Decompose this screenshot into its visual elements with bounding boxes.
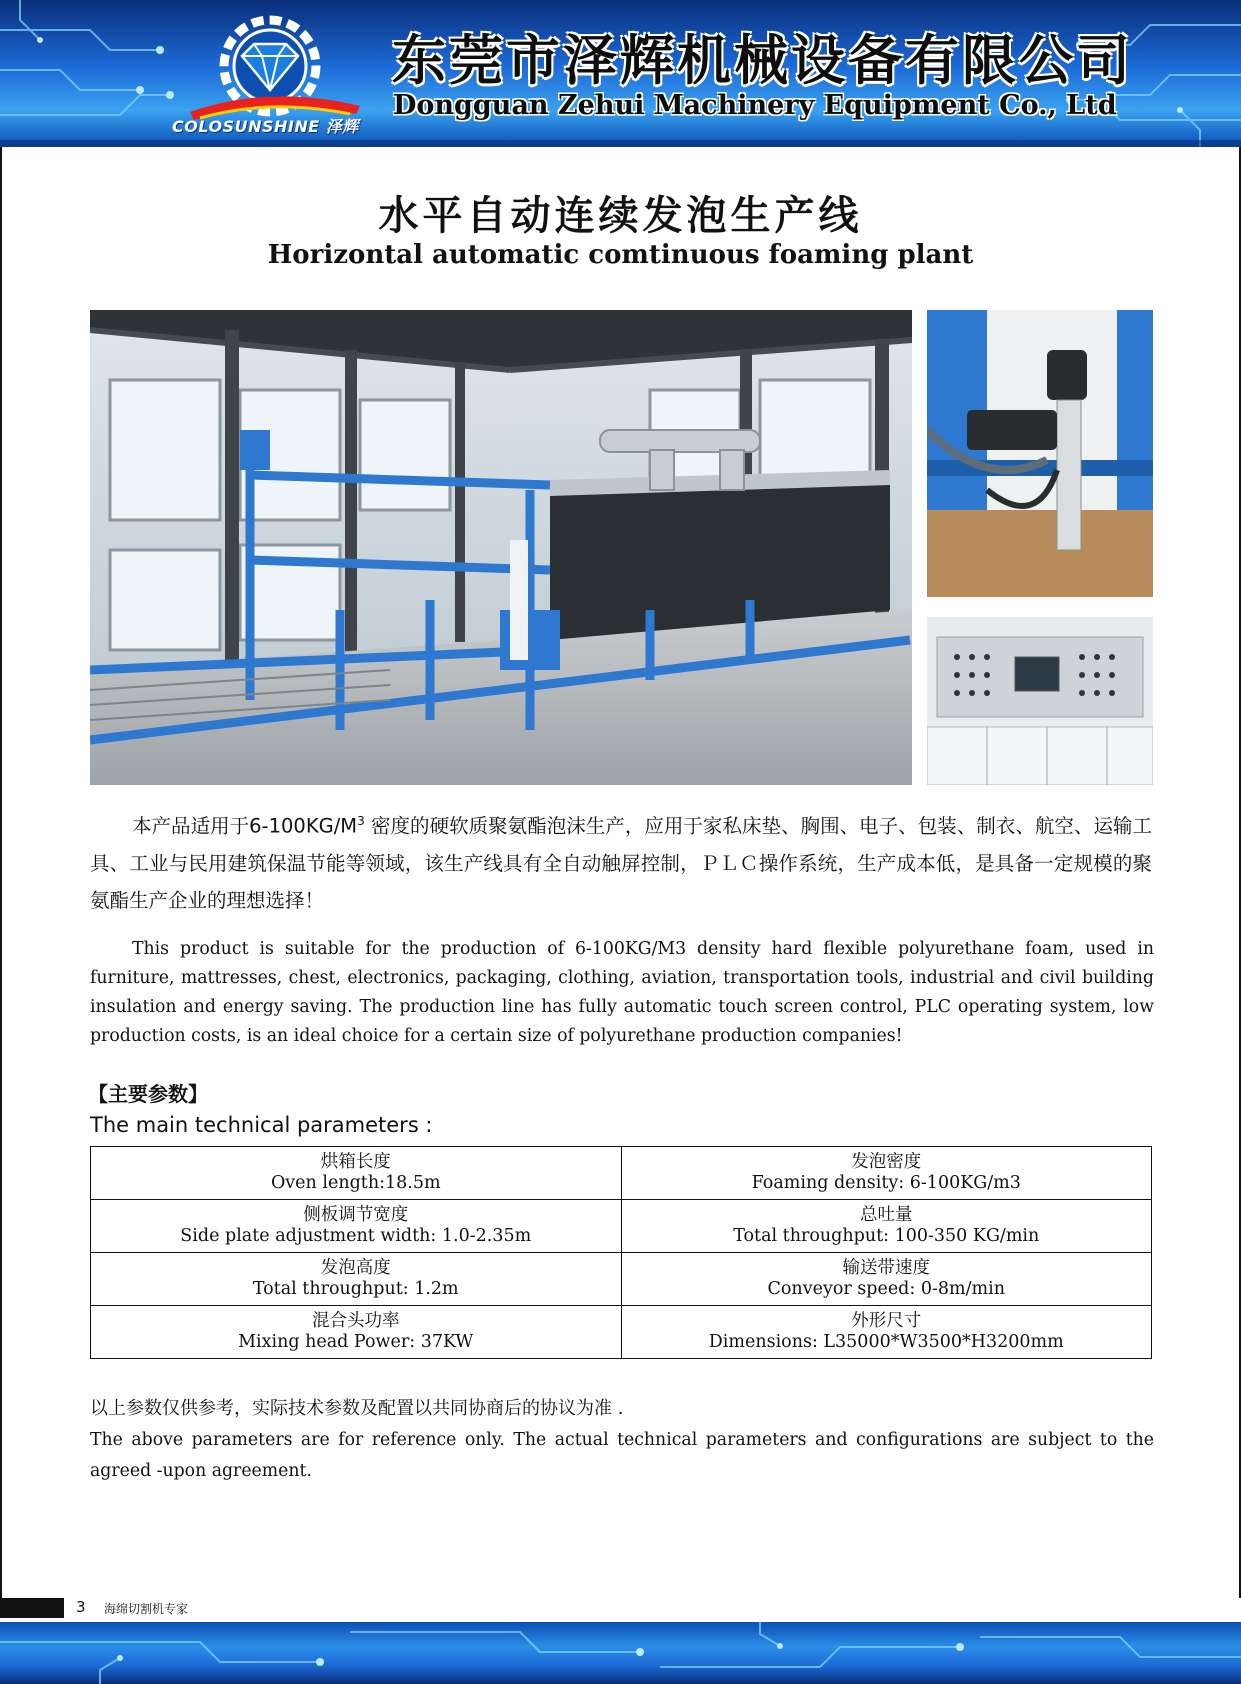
table-row — [91, 1147, 1152, 1200]
page-title-en: Horizontal automatic comtinuous foaming plant — [267, 240, 974, 270]
footer-circuit-pattern — [0, 1622, 1241, 1684]
logo-text: COLOSUNSHINE 泽辉 — [172, 117, 359, 136]
mixing-head-photo — [927, 310, 1153, 597]
footer-banner — [0, 1622, 1241, 1684]
param-foaming-height: 发泡高度 Total throughput: 1.2m — [91, 1253, 622, 1306]
note-cn: 以上参数仅供参考，实际技术参数及配置以共同协商后的协议为准 . — [90, 1398, 624, 1419]
param-conveyor-speed: 输送带速度 Conveyor speed: 0-8m/min — [621, 1253, 1152, 1306]
description-en: This product is suitable for the production of 6-100KG/M3 density hard flexible polyurethane foam, used in furniture, mattresses, chest, electronics, packaging, clothing, aviation, transportation tools, industrial and civil building insulation and energy saving. The production line has fully automatic touch screen control, PLC operating system, low production costs, is an ideal choice for a certain size of polyurethane production companies! — [90, 939, 1154, 1046]
page-tagline: 海绵切割机专家 — [104, 1602, 189, 1616]
page-title-cn: 水平自动连续发泡生产线 — [378, 192, 863, 239]
params-heading-en: The main technical parameters : — [90, 1113, 433, 1137]
page-number-bar — [0, 1598, 64, 1618]
param-total-throughput: 总吐量 Total throughput: 100-350 KG/min — [621, 1200, 1152, 1253]
table-row — [91, 1253, 1152, 1306]
note-en: The above parameters are for reference only. The actual technical parameters and configurations are subject to the agreed -upon agreement. — [90, 1430, 1154, 1481]
control-panel-photo — [927, 617, 1153, 785]
table-row — [91, 1306, 1152, 1359]
company-name-en: Dongguan Zehui Machinery Equipment Co., Ltd — [393, 90, 1117, 121]
param-side-plate-width: 侧板调节宽度 Side plate adjustment width: 1.0-2.35m — [91, 1200, 622, 1253]
params-table — [90, 1146, 1152, 1359]
description-cn: 本产品适用于$6-100KG/M^3$ 密度的硬软质聚氨酯泡沫生产，应用于家私床垫、胸围、电子、包装、制衣、航空、运输工具、工业与民用建筑保温节能等领域，该生产线具有全自动触屏控制，ＰＬＣ操作系统，生产成本低，是具备一定规模的聚氨酯生产企业的理想选择！ — [90, 814, 1152, 912]
page-number: 3 — [76, 1598, 86, 1616]
table-row — [91, 1200, 1152, 1253]
foaming-plant-photo — [90, 310, 912, 785]
left-frame-line — [0, 147, 2, 1598]
company-name-cn: 东莞市泽辉机械设备有限公司 — [392, 28, 1133, 92]
params-heading-cn: 【主要参数】 — [88, 1082, 208, 1106]
param-foaming-density: 发泡密度 Foaming density: 6-100KG/m3 — [621, 1147, 1152, 1200]
param-mixing-head-power: 混合头功率 Mixing head Power: 37KW — [91, 1306, 622, 1359]
param-dimensions: 外形尺寸 Dimensions: L35000*W3500*H3200mm — [621, 1306, 1152, 1359]
param-oven-length: 烘箱长度 Oven length:18.5m — [91, 1147, 622, 1200]
header-banner — [0, 0, 1241, 147]
